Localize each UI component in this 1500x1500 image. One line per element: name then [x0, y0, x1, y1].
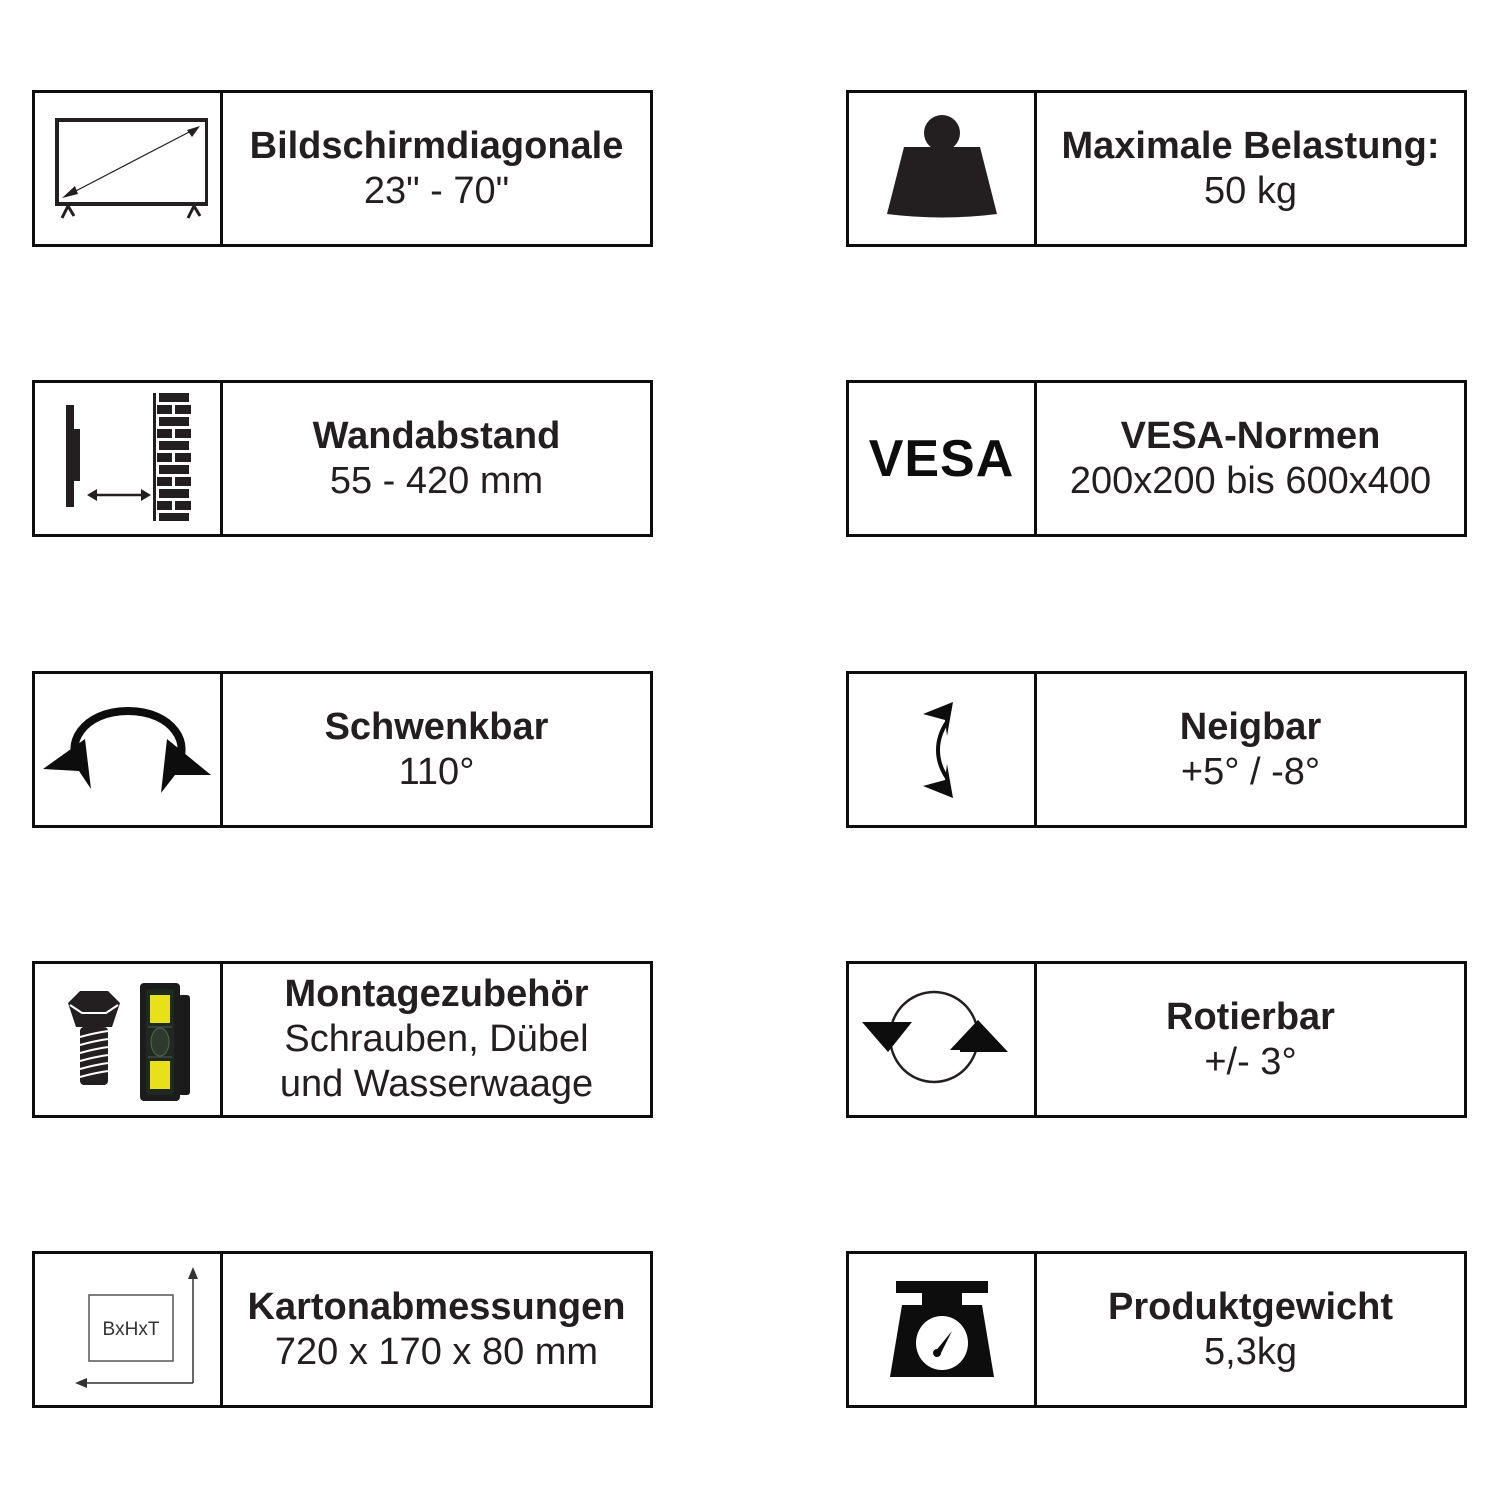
- spec-title: Produktgewicht: [1107, 1285, 1394, 1328]
- spec-text: [1037, 1254, 1464, 1405]
- spec-title: Bildschirmdiagonale: [249, 124, 624, 167]
- spec-text: [223, 383, 650, 534]
- spec-title: Schwenkbar: [324, 705, 549, 748]
- icon-cell: [35, 93, 223, 244]
- tv-diagonal-icon: [48, 114, 208, 224]
- box-dimensions-icon: [53, 1265, 203, 1395]
- rotate-arrows-icon: [862, 990, 1022, 1090]
- spec-text: [223, 964, 650, 1115]
- spec-value: 110°: [398, 750, 475, 793]
- spec-value: 5,3kg: [1204, 1330, 1297, 1373]
- spirit-level-icon: [140, 983, 190, 1101]
- screw-icon: [68, 991, 120, 1085]
- spec-card-box-dimensions: [32, 1251, 653, 1408]
- spec-card-vesa: [846, 380, 1467, 537]
- icon-cell: [849, 674, 1037, 825]
- svg-text:BxHxT: BxHxT: [102, 1318, 159, 1340]
- icon-cell: [35, 1254, 223, 1405]
- spec-card-rotation: [846, 961, 1467, 1118]
- scale-icon: [882, 1275, 1002, 1385]
- spec-value: +/- 3°: [1204, 1040, 1297, 1083]
- spec-title: Montagezubehör: [284, 973, 589, 1015]
- spec-card-swivel: [32, 671, 653, 828]
- spec-card-tilt: [846, 671, 1467, 828]
- spec-value: 55 - 420 mm: [329, 459, 544, 502]
- spec-title: VESA-Normen: [1120, 414, 1381, 457]
- spec-text: [1037, 674, 1464, 825]
- icon-cell: [35, 674, 223, 825]
- vesa-logo-icon: VESA: [868, 429, 1015, 488]
- swivel-arrows-icon: [43, 705, 213, 795]
- spec-value: +5° / -8°: [1180, 750, 1321, 793]
- spec-card-max-load: [846, 90, 1467, 247]
- spec-value: 23" - 70": [363, 169, 510, 212]
- weight-icon: [882, 109, 1002, 229]
- spec-text: [1037, 383, 1464, 534]
- spec-value: 200x200 bis 600x400: [1069, 459, 1432, 502]
- spec-text: [223, 1254, 650, 1405]
- icon-cell: [849, 93, 1037, 244]
- spec-card-screen-diagonal: [32, 90, 653, 247]
- spec-title: Kartonabmessungen: [247, 1285, 626, 1328]
- spec-card-mounting-accessories: [32, 961, 653, 1118]
- icon-cell: [849, 383, 1037, 534]
- spec-value: Schrauben, Dübel: [284, 1018, 589, 1060]
- spec-title: Wandabstand: [312, 414, 561, 457]
- screw-and-level-icon: [48, 975, 208, 1105]
- spec-card-wall-distance: [32, 380, 653, 537]
- spec-card-product-weight: [846, 1251, 1467, 1408]
- spec-text: [223, 93, 650, 244]
- spec-text: [1037, 964, 1464, 1115]
- wall-distance-icon: [53, 391, 203, 526]
- spec-title: Neigbar: [1179, 705, 1322, 748]
- icon-cell: [849, 964, 1037, 1115]
- icon-cell: [35, 383, 223, 534]
- icon-cell: [35, 964, 223, 1115]
- spec-title: Maximale Belastung:: [1061, 124, 1440, 167]
- spec-text: [1037, 93, 1464, 244]
- spec-value: und Wasserwaage: [279, 1063, 594, 1105]
- spec-text: [223, 674, 650, 825]
- spec-title: Rotierbar: [1166, 995, 1335, 1038]
- tilt-arrows-icon: [917, 700, 967, 800]
- spec-value: 50 kg: [1204, 169, 1297, 212]
- icon-cell: [849, 1254, 1037, 1405]
- spec-value: 720 x 170 x 80 mm: [274, 1330, 599, 1373]
